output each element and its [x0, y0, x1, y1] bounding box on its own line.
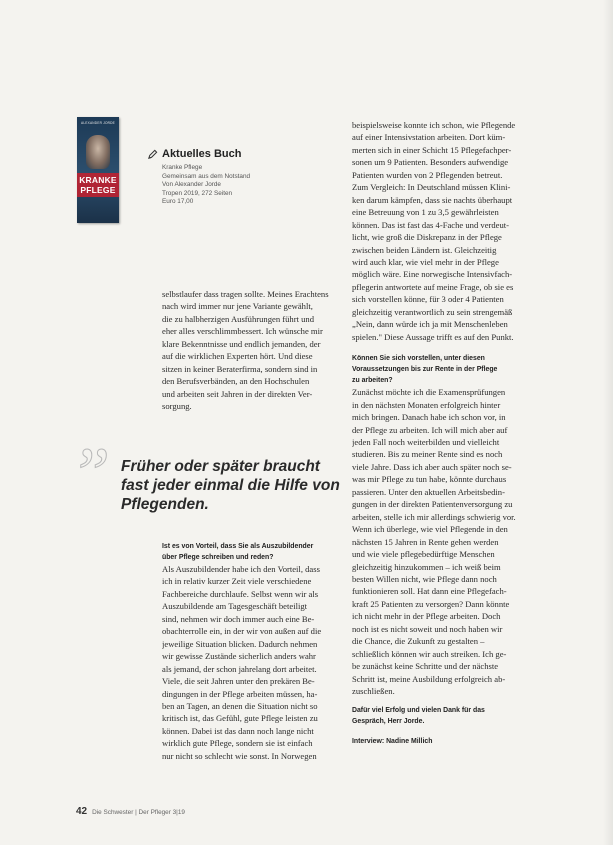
text-line: auf einer Intensivstation arbeiten. Dort küm-: [352, 132, 506, 143]
text-line: sitzen in keiner Beraterfirma, sondern sind in: [162, 363, 318, 374]
pencil-icon: [147, 149, 158, 160]
text-line: noch ist es nicht soweit und noch haben wir: [352, 623, 503, 634]
text-line: ich nicht mehr in der Pflege arbeiten. Doch: [352, 611, 501, 622]
book-cover-portrait: [86, 135, 110, 169]
text-line: die zu halbherzigen Ausführungen führt und: [162, 313, 315, 324]
text-line: studieren. Bis zu meiner Rente sind es noch: [352, 449, 503, 460]
book-info-line: Tropen 2019, 272 Seiten: [162, 189, 233, 197]
thanks-line: Dafür viel Erfolg und vielen Dank für das: [352, 707, 485, 715]
thanks-line: Gespräch, Herr Jorde.: [352, 718, 425, 726]
text-line: Patienten wurden von 2 Pflegenden betreut.: [352, 169, 503, 180]
text-line: gungen in der direkten Patientenversorgung zu: [352, 499, 513, 510]
book-cover-title-2: PFLEGE: [80, 185, 116, 195]
interview-question: [352, 353, 534, 386]
text-line: wir gewisse Zustände sicherlich anders wahr: [162, 651, 316, 662]
text-line: Fachbereiche durchlaufe. Selbst wenn wir als: [162, 588, 319, 599]
text-line: be zunächst keine Schritte und der nächste: [352, 661, 499, 672]
left-column-bottom-text: [162, 541, 342, 762]
book-info-line: Euro 17,00: [162, 198, 194, 206]
text-line: Schritt ist, meine Ausbildung erfolgreich ab-: [352, 673, 506, 684]
closing-thanks: [352, 705, 534, 727]
text-line: Wenn ich überlege, wie viel Pflegende in den: [352, 524, 508, 535]
interview-question: [162, 541, 342, 563]
text-line: der Pflege zu arbeiten. Ich will mich aber auf: [352, 424, 508, 435]
text-line: die Chance, die Zukunft zu gestalten –: [352, 636, 485, 647]
text-line: möglich wäre. Eine norwegische Intensivfach-: [352, 269, 513, 280]
text-line: arbeiten, stelle ich mir allerdings schwierig vor.: [352, 511, 516, 522]
text-line: klare Bekenntnisse und endlich jemanden, der: [162, 338, 321, 349]
book-info-line: Kranke Pflege: [162, 164, 203, 171]
text-line: jeden Fall noch weiterbilden und vielleicht: [352, 436, 500, 447]
text-line: sonen um 9 Patienten. Besonders aufwendige: [352, 157, 509, 168]
question-line: zu arbeiten?: [352, 377, 393, 385]
text-line: ich in relativ kurzer Zeit viele verschiedene: [162, 576, 312, 587]
text-line: jeweilige Situation blicken. Dadurch nehmen: [162, 638, 318, 649]
text-line: pflegerin antwortete auf meine Frage, ob sie es: [352, 281, 514, 292]
book-cover-author: ALEXANDER JORDE: [81, 121, 115, 125]
text-line: schließlich können wir auch streiken. Ich ge-: [352, 648, 507, 659]
text-line: dingungen in der Pflege arbeiten müssen, ha-: [162, 688, 318, 699]
page-edge-shadow: [603, 0, 613, 845]
book-cover-title-1: KRANKE: [79, 175, 117, 185]
text-line: auf die wirklichen Experten hört. Und diese: [162, 351, 313, 362]
text-line: obachterrolle ein, in der wir von außen auf die: [162, 626, 322, 637]
text-line: selbstlaufer dass tragen sollte. Meines Erachtens: [162, 289, 329, 299]
text-line: eine Betreuung von 1 zu 3,5 gewährleisten: [352, 207, 499, 218]
text-line: passieren. Unter den aktuellen Arbeitsbedin-: [352, 486, 505, 497]
pull-quote-line: Früher oder später braucht: [121, 458, 320, 475]
text-line: können. Dabei ist das dann noch lange nicht: [162, 725, 314, 736]
left-column-top-text: [162, 288, 342, 413]
text-line: sorgung.: [162, 401, 192, 412]
pull-quote-line: Pflegenden.: [121, 496, 209, 513]
footer-publication: Die Schwester | Der Pfleger 3|19: [92, 809, 185, 816]
text-line: Zunächst möchte ich die Examensprüfungen: [352, 387, 506, 398]
text-line: sich vorstellen könne, für 3 oder 4 Patienten: [352, 294, 504, 305]
interview-credit: Interview: Nadine Millich: [352, 738, 433, 746]
book-info: [162, 164, 272, 207]
text-line: in den nächsten Monaten erfolgreich hinter: [352, 399, 501, 410]
page-number: 42: [76, 806, 88, 817]
text-line: ben an Tagen, an denen die Situation nicht so: [162, 700, 318, 711]
text-line: gleichzeitig hinzukommen – ich weiß beim: [352, 561, 501, 572]
question-line: Voraussetzungen bis zur Rente in der Pflege: [352, 366, 498, 374]
text-line: viele Jahre. Dass ich aber auch später noch se-: [352, 461, 512, 472]
book-info-line: Von Alexander Jorde: [162, 181, 221, 189]
text-line: ken darum kämpfen, dass sie nachts überhaupt: [352, 194, 513, 205]
question-line: über Pflege schreiben und reden?: [162, 554, 274, 561]
text-line: können. Das ist fast das 4-Fache und verdeut-: [352, 219, 510, 230]
text-line: Auszubildende am Tagesgeschäft beteiligt: [162, 601, 308, 612]
text-line: licht, wie groß die Diskrepanz in der Pflege: [352, 232, 502, 243]
text-line: Zum Vergleich: In Deutschland müssen Klini-: [352, 182, 511, 193]
pull-quote-line: fast jeder einmal die Hilfe von: [121, 477, 340, 494]
text-line: Viele, die seit Jahren unter den prekären Be-: [162, 676, 315, 687]
text-line: und arbeiten seit Jahren in der direkten Ver-: [162, 388, 313, 399]
question-line: Ist es von Vorteil, dass Sie als Auszubildender: [162, 543, 314, 550]
text-line: nach wird immer nur jene Variante gewählt,: [162, 301, 313, 312]
book-info-line: Gemeinsam aus dem Notstand: [162, 172, 251, 180]
text-line: kritisch ist, das Gefühl, gute Pflege leisten zu: [162, 713, 318, 724]
text-line: nur nicht so schlecht wie sonst. In Norwegen: [162, 750, 317, 761]
text-line: besten Willen nicht, wie Pflege dann noch: [352, 573, 497, 584]
page-footer: [76, 806, 185, 817]
text-line: Als Auszubildender habe ich den Vorteil, dass: [162, 564, 320, 574]
text-line: gleichzeitig verantwortlich zu sein strengemäß: [352, 306, 513, 317]
text-line: eher alles verschlimmbessert. Ich wünsche mir: [162, 326, 323, 337]
right-column-text: [352, 119, 534, 747]
book-cover-image: [77, 117, 119, 223]
text-line: zwischen beiden Ländern ist. Gleichzeitig: [352, 244, 497, 255]
text-line: merten sich in einer Schicht 15 Pflegefachper-: [352, 144, 512, 155]
quote-mark-icon: ”: [70, 433, 111, 513]
text-line: sind, nehmen wir doch immer auch eine Be-: [162, 613, 315, 624]
text-line: nächsten 15 Jahren in Rente gehen werden: [352, 536, 499, 547]
text-line: zuschließen.: [352, 686, 395, 697]
book-box-heading: [147, 148, 241, 160]
text-line: wird auch klar, wie viel mehr in der Pflege: [352, 256, 499, 267]
book-heading-text: Aktuelles Buch: [162, 148, 242, 160]
question-line: Können Sie sich vorstellen, unter diesen: [352, 355, 485, 363]
text-line: den Berufsverbänden, an den Hochschulen: [162, 376, 310, 387]
text-line: spielen." Diese Aussage trifft es auf den Punkt.: [352, 331, 514, 342]
text-line: kraft 25 Patienten zu versorgen? Dann könnte: [352, 598, 510, 609]
text-line: mich bringen. Danach habe ich schon vor, in: [352, 412, 506, 423]
text-line: „Nein, dann würde ich ja mit Menschenleben: [352, 319, 508, 330]
text-line: was mir Pflege zu tun habe, könnte durchaus: [352, 474, 507, 485]
text-line: wirklich gute Pflege, sondern sie ist einfach: [162, 738, 313, 749]
text-line: beispielsweise konnte ich schon, wie Pflegende: [352, 120, 516, 130]
pull-quote: [121, 457, 341, 514]
text-line: funktionieren soll. Hat dann eine Pflegefach-: [352, 586, 507, 597]
text-line: und wie viele pflegebedürftige Menschen: [352, 549, 495, 560]
text-line: als jemand, der schon jahrelang dort arbeitet.: [162, 663, 317, 674]
